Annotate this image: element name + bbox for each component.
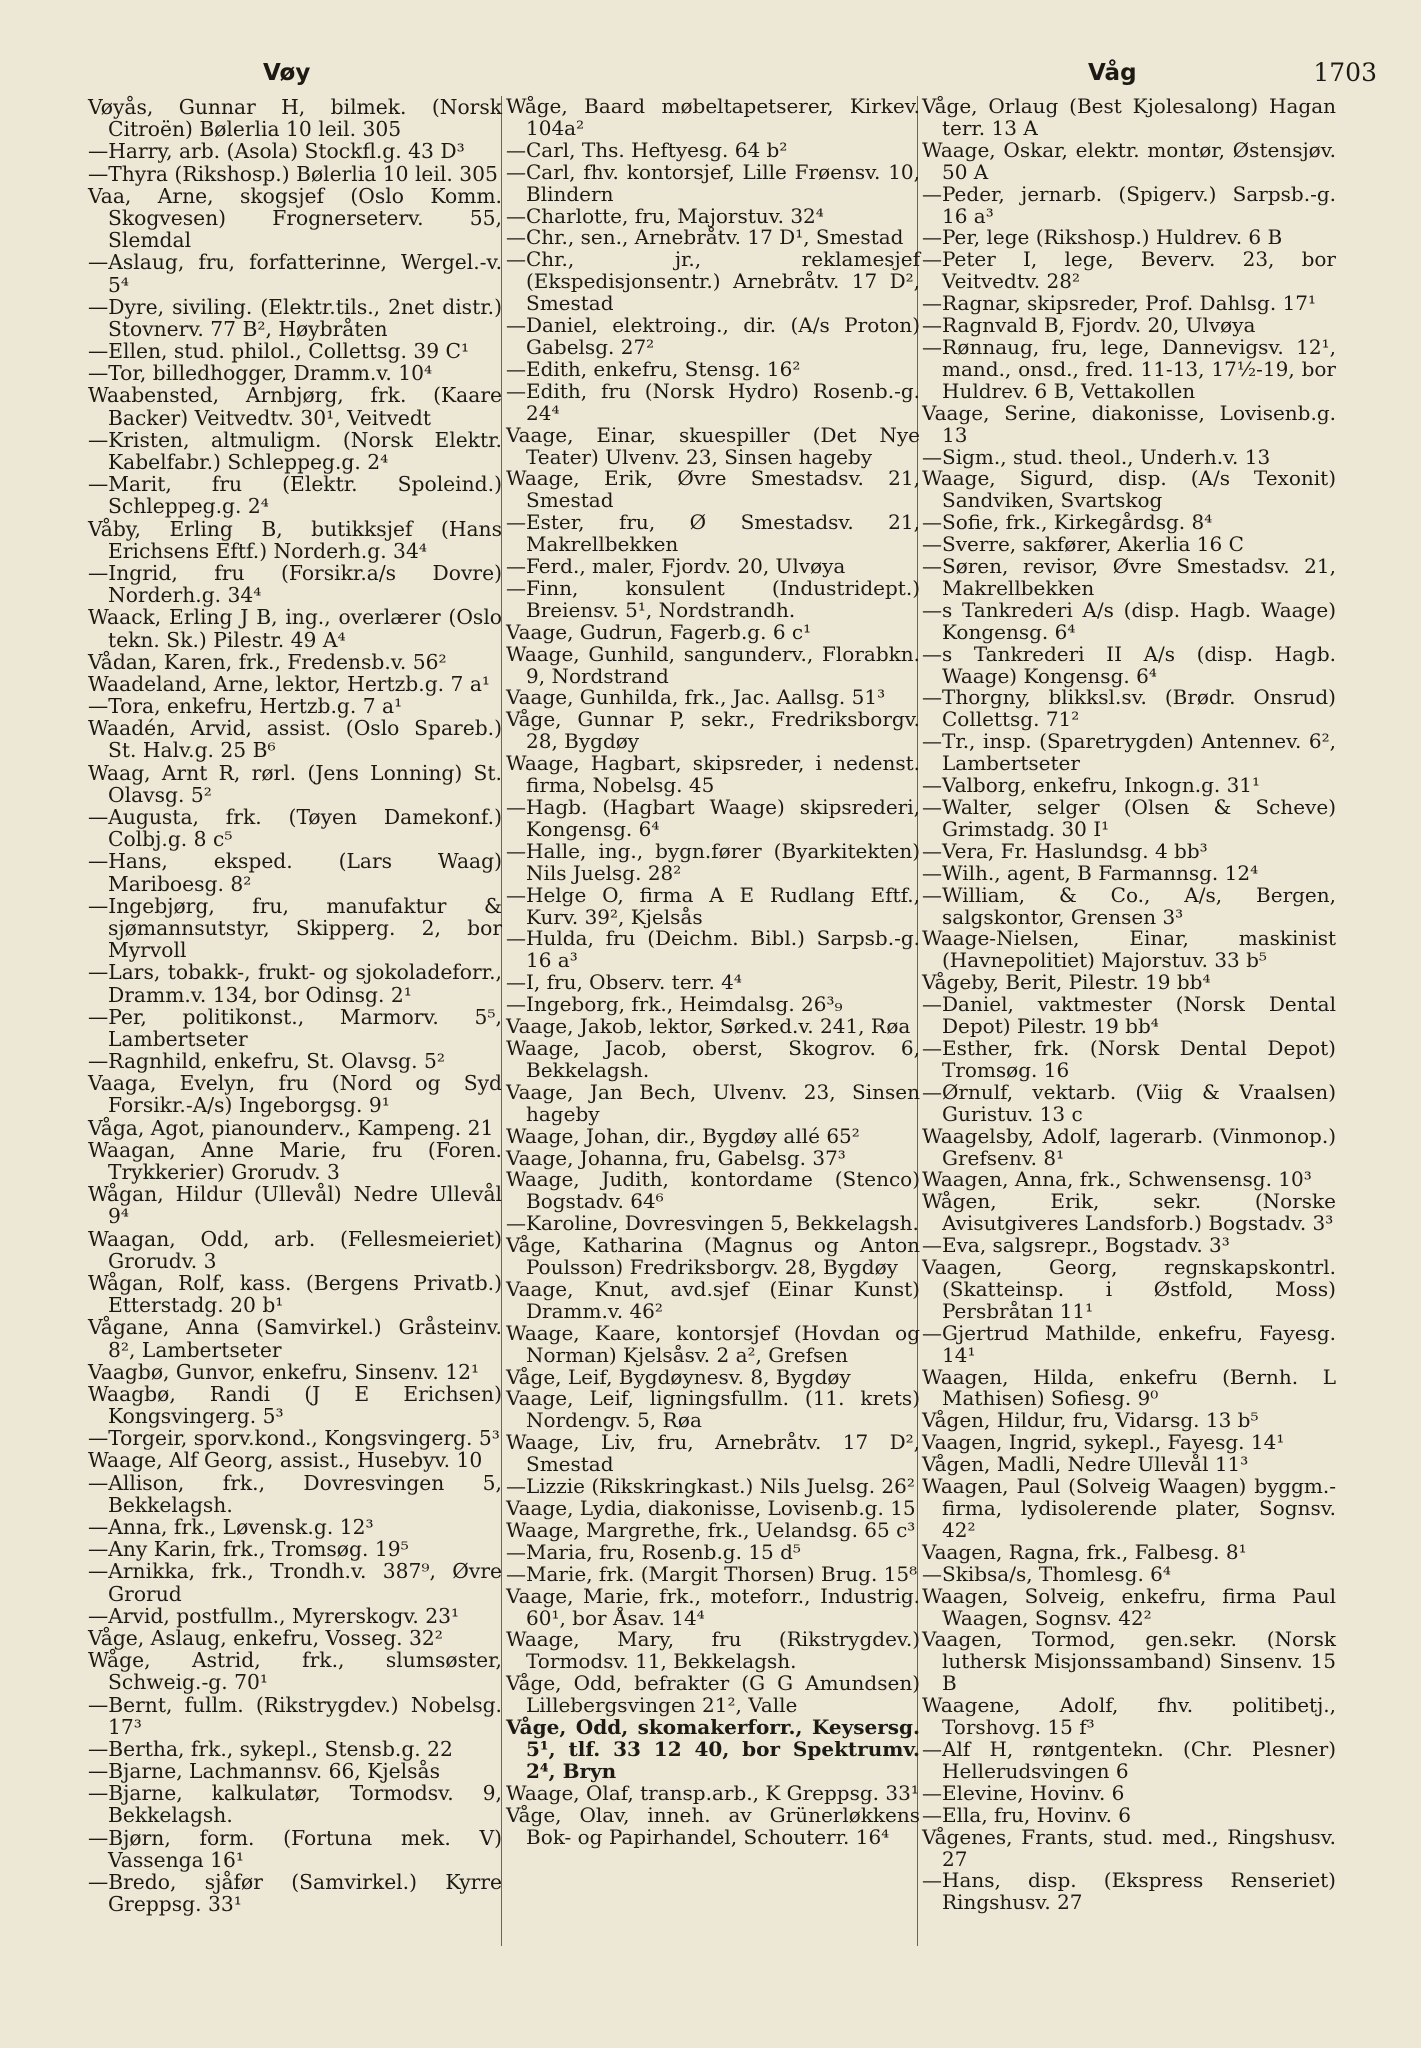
directory-entry: —Torgeir, sporv.kond., Kongsvingerg. 5³: [88, 1426, 500, 1451]
directory-entry: Waagen, Paul (Solveig Waagen) byggm.-firma, lydisolerende plater, Sognsv. 42²: [922, 1474, 1336, 1542]
directory-entry: —Ingebjørg, fru, manufaktur & sjømannsutstyr, Skipperg. 2, bor Myrvoll: [88, 893, 502, 963]
directory-entry: Vågen, Hildur, fru, Vidarsg. 13 b⁵: [922, 1408, 1259, 1433]
header-left-keyword: Vøy: [263, 60, 311, 86]
directory-entry: Waage, Liv, fru, Arnebråtv. 17 D², Smestad: [506, 1430, 920, 1477]
directory-entry: —Halle, ing., bygn.fører (Byarkitekten) Nils Juelsg. 28²: [506, 838, 920, 885]
header-right-keyword: Våg: [1088, 60, 1137, 86]
directory-entry: Vågen, Madli, Nedre Ullevål 11³: [922, 1452, 1249, 1477]
directory-entry: Vaage, Gudrun, Fagerb.g. 6 c¹: [506, 619, 812, 644]
column-3: [922, 96, 1336, 1914]
directory-entry: —Ørnulf, vektarb. (Viig & Vraalsen) Guristuv. 13 c: [922, 1079, 1336, 1126]
directory-entry: —Ella, fru, Hovinv. 6: [922, 1802, 1132, 1827]
directory-entry: Vaa, Arne, skogsjef (Oslo Komm. Skogvesen) Frognerseterv. 55, Slemdal: [88, 183, 502, 253]
directory-entry: —Aslaug, fru, forfatterinne, Wergel.-v. 5⁴: [88, 250, 502, 297]
directory-entry: Vågane, Anna (Samvirkel.) Gråsteinv. 8², Lambertseter: [88, 1315, 502, 1362]
directory-entry: —Walter, selger (Olsen & Scheve) Grimstadg. 30 I¹: [922, 795, 1336, 841]
directory-entry: —Harry, arb. (Asola) Stockfl.g. 43 D³: [88, 139, 465, 164]
directory-entry: —Alf H, røntgentekn. (Chr. Plesner) Hellerudsvingen 6: [922, 1736, 1336, 1783]
directory-entry: —Marie, frk. (Margit Thorsen) Brug. 15⁸: [506, 1561, 918, 1586]
directory-entry: —Dyre, siviling. (Elektr.tils., 2net distr.) Stovnerv. 77 B², Høybråten: [88, 294, 502, 341]
directory-entry: Waagbø, Randi (J E Erichsen) Kongsvingerg. 5³: [88, 1381, 502, 1429]
directory-entry: Vaagbø, Gunvor, enkefru, Sinsenv. 12¹: [88, 1359, 480, 1384]
directory-entry: Vågenes, Frants, stud. med., Ringshusv. 27: [922, 1824, 1336, 1871]
directory-entry: Waage, Sigurd, disp. (A/s Texonit) Sandviken, Svartskog: [922, 466, 1336, 513]
column-2: [506, 96, 920, 1849]
directory-entry: —Helge O, firma A E Rudlang Eftf., Kurv. 39², Kjelsås: [506, 882, 920, 929]
directory-entry: —Ragnar, skipsreder, Prof. Dahlsg. 17¹: [922, 291, 1317, 316]
directory-entry: —Edith, fru (Norsk Hydro) Rosenb.-g. 24⁴: [506, 378, 920, 425]
directory-entry: —Ragnvald B, Fjordv. 20, Ulvøya: [922, 313, 1256, 338]
directory-entry: —Esther, frk. (Norsk Dental Depot) Tromsøg. 16: [922, 1035, 1336, 1082]
directory-entry: —Rønnaug, fru, lege, Dannevigsv. 12¹, mand., onsd., fred. 11-13, 17½-19, bor Huldrev. 6 B, Vettakollen: [922, 334, 1336, 403]
directory-entry: Waage, Hagbart, skipsreder, i nedenst. firma, Nobelsg. 45: [506, 751, 920, 798]
directory-entry: Vaaga, Evelyn, fru (Nord og Syd Forsikr.-A/s) Ingeborgsg. 9¹: [88, 1071, 502, 1118]
directory-entry: Vaage, Jan Bech, Ulvenv. 23, Sinsen hageby: [506, 1079, 920, 1126]
directory-entry: Waack, Erling J B, ing., overlærer (Oslo tekn. Sk.) Pilestr. 49 A⁴: [88, 605, 502, 652]
directory-entry: —Wilh., agent, B Farmannsg. 12⁴: [922, 860, 1259, 885]
directory-entry: —Ferd., maler, Fjordv. 20, Ulvøya: [506, 554, 846, 579]
directory-entry: —Hagb. (Hagbart Waage) skipsrederi, Kongensg. 6⁴: [506, 795, 920, 841]
directory-entry: Waage, Johan, dir., Bygdøy allé 65²: [506, 1123, 860, 1148]
directory-entry: —Chr., jr., reklamesjef (Ekspedisjonsentr.) Arnebråtv. 17 D², Smestad: [506, 247, 920, 316]
directory-entry: —Peter I, lege, Beverv. 23, bor Veitvedtv. 28²: [922, 247, 1336, 294]
directory-entry: Våby, Erling B, butikksjef (Hans Erichsens Eftf.) Norderh.g. 34⁴: [88, 516, 502, 563]
directory-entry: —William, & Co., A/s, Bergen, salgskontor, Grensen 3³: [922, 882, 1336, 929]
directory-entry: Waagelsby, Adolf, lagerarb. (Vinmonop.) Grefsenv. 8¹: [922, 1123, 1336, 1170]
directory-entry: Wåge, Astrid, frk., slumsøster, Schweig.-g. 70¹: [88, 1648, 502, 1695]
directory-entry: —Tora, enkefru, Hertzb.g. 7 a¹: [88, 694, 403, 719]
directory-entry: —Elevine, Hovinv. 6: [922, 1780, 1125, 1805]
directory-entry: —s Tankrederi A/s (disp. Hagb. Waage) Kongensg. 6⁴: [922, 597, 1336, 644]
directory-entry: Waage, Kaare, kontorsjef (Hovdan og Norman) Kjelsåsv. 2 a², Grefsen: [506, 1320, 920, 1367]
directory-entry: —Sofie, frk., Kirkegårdsg. 8⁴: [922, 510, 1213, 535]
directory-entry: —Finn, konsulent (Industridept.) Breiensv. 5¹, Nordstrandh.: [506, 575, 920, 622]
directory-entry: —s Tankrederi II A/s (disp. Hagb. Waage) Kongensg. 6⁴: [922, 641, 1336, 688]
directory-entry: —Edith, enkefru, Stensg. 16²: [506, 356, 801, 381]
directory-entry: Vaagen, Georg, regnskapskontrl. (Skatteinsp. i Østfold, Moss) Persbråtan 11¹: [922, 1255, 1336, 1323]
directory-entry: Våge, Olav, inneh. av Grünerløkkens Bok- og Papirhandel, Schouterr. 16⁴: [506, 1802, 920, 1849]
directory-entry: —Marit, fru (Elektr. Spoleind.) Schleppeg.g. 2⁴: [88, 472, 502, 519]
directory-entry: Vaagen, Tormod, gen.sekr. (Norsk luthersk Misjonssamband) Sinsenv. 15 B: [922, 1627, 1336, 1696]
directory-entry: Waage, Oskar, elektr. montør, Østensjøv. 50 A: [922, 137, 1336, 184]
directory-entry: Vaage, Jakob, lektor, Sørked.v. 241, Røa: [506, 1014, 911, 1039]
directory-entry: Vågeby, Berit, Pilestr. 19 bb⁴: [922, 970, 1211, 995]
directory-entry: —Arnikka, frk., Trondh.v. 387⁹, Øvre Grorud: [88, 1559, 502, 1606]
column-1: [88, 96, 502, 1915]
directory-entry: Waagan, Odd, arb. (Fellesmeieriet) Grorudv. 3: [88, 1226, 502, 1273]
directory-entry: —Any Karin, frk., Tromsøg. 19⁵: [88, 1537, 409, 1562]
directory-entry: Vaagen, Ragna, frk., Falbesg. 8¹: [922, 1539, 1247, 1564]
directory-entry: —Daniel, vaktmester (Norsk Dental Depot) Pilestr. 19 bb⁴: [922, 992, 1336, 1039]
directory-entry: —Maria, fru, Rosenb.g. 15 d⁵: [506, 1539, 801, 1564]
directory-entry: —Karoline, Dovresvingen 5, Bekkelagsh.: [506, 1211, 919, 1236]
directory-entry: —Thyra (Rikshosp.) Bølerlia 10 leil. 305: [88, 161, 498, 186]
directory-entry: Waagan, Anne Marie, fru (Foren. Trykkerier) Grorudv. 3: [88, 1137, 502, 1184]
directory-entry: —Vera, Fr. Haslundsg. 4 bb³: [922, 838, 1208, 863]
directory-entry: Waagen, Hilda, enkefru (Bernh. L Mathisen) Sofiesg. 9⁰: [922, 1364, 1336, 1411]
directory-entry: Vøyås, Gunnar H, bilmek. (Norsk Citroën) Bølerlia 10 leil. 305: [88, 95, 502, 142]
directory-entry: —Arvid, postfullm., Myrerskogv. 23¹: [88, 1603, 460, 1628]
directory-entry: —Augusta, frk. (Tøyen Damekonf.) Colbj.g. 8 c⁵: [88, 805, 502, 852]
directory-entry: —Søren, revisor, Øvre Smestadsv. 21, Makrellbekken: [922, 554, 1336, 600]
directory-entry: Våge, Odd, skomakerforr., Keysersg. 5¹, tlf. 33 12 40, bor Spektrumv. 2⁴, Bryn: [506, 1715, 920, 1783]
directory-entry: Våge, Orlaug (Best Kjolesalong) Hagan terr. 13 A: [922, 94, 1336, 140]
directory-entry: —Bernt, fullm. (Rikstrygdev.) Nobelsg. 17³: [88, 1692, 502, 1739]
page-header: [88, 54, 1377, 94]
page-number: 1703: [1313, 58, 1377, 87]
directory-entry: Waagen, Solveig, enkefru, firma Paul Waagen, Sognsv. 42²: [922, 1583, 1336, 1630]
directory-entry: —Bertha, frk., sykepl., Stensb.g. 22: [88, 1736, 453, 1761]
directory-entry: —Lars, tobakk-, frukt- og sjokoladeforr., Dramm.v. 134, bor Odinsg. 2¹: [88, 960, 502, 1007]
directory-entry: Waadén, Arvid, assist. (Oslo Spareb.) St. Halv.g. 25 B⁶: [88, 716, 502, 763]
directory-entry: Wågan, Rolf, kass. (Bergens Privatb.) Etterstadg. 20 b¹: [88, 1270, 502, 1318]
directory-entry: Våge, Gunnar P, sekr., Fredriksborgv. 28, Bygdøy: [506, 707, 920, 754]
directory-entry: Waagen, Anna, frk., Schwensensg. 10³: [922, 1167, 1312, 1192]
directory-entry: —Kristen, altmuligm. (Norsk Elektr. Kabelfabr.) Schleppeg.g. 2⁴: [88, 427, 502, 474]
directory-entry: Wåge, Baard møbeltapetserer, Kirkev. 104a²: [506, 94, 920, 140]
directory-entry: Vaage, Einar, skuespiller (Det Nye Teater) Ulvenv. 23, Sinsen hageby: [506, 422, 920, 469]
directory-entry: —Bredo, sjåfør (Samvirkel.) Kyrre Greppsg. 33¹: [88, 1870, 502, 1917]
directory-entry: —Thorgny, blikksl.sv. (Brødr. Onsrud) Collettsg. 71²: [922, 685, 1336, 732]
directory-entry: —Ellen, stud. philol., Collettsg. 39 C¹: [88, 339, 470, 364]
directory-entry: Wågan, Hildur (Ullevål) Nedre Ullevål 9⁴: [88, 1182, 502, 1229]
directory-entry: —Anna, frk., Løvensk.g. 12³: [88, 1515, 374, 1539]
directory-entry: Waage, Erik, Øvre Smestadsv. 21, Smestad: [506, 466, 920, 513]
directory-entry: —Chr., sen., Arnebråtv. 17 D¹, Smestad: [506, 225, 904, 250]
directory-entry: —Ester, fru, Ø Smestadsv. 21, Makrellbekken: [506, 510, 920, 557]
directory-entry: Vaage, Marie, frk., moteforr., Industrig. 60¹, bor Åsav. 14⁴: [506, 1583, 920, 1630]
directory-entry: Waage, Margrethe, frk., Uelandsg. 65 c³: [506, 1517, 916, 1542]
directory-entry: Waage, Alf Georg, assist., Husebyv. 10: [88, 1448, 483, 1473]
directory-entry: —Eva, salgsrepr., Bogstadv. 3³: [922, 1233, 1230, 1258]
directory-entry: Vaage, Serine, diakonisse, Lovisenb.g. 13: [922, 400, 1336, 447]
directory-entry: —Hans, disp. (Ekspress Renseriet) Ringshusv. 27: [922, 1868, 1336, 1915]
directory-entry: —Gjertrud Mathilde, enkefru, Fayesg. 14¹: [922, 1320, 1336, 1367]
directory-entry: —Charlotte, fru, Majorstuv. 32⁴: [506, 203, 824, 228]
directory-entry: —I, fru, Observ. terr. 4⁴: [506, 970, 742, 995]
directory-entry: Vaage, Gunhilda, frk., Jac. Aallsg. 51³: [506, 685, 886, 710]
directory-entry: Våge, Katharina (Magnus og Anton Poulsson) Fredriksborgv. 28, Bygdøy: [506, 1233, 920, 1280]
directory-entry: —Sigm., stud. theol., Underh.v. 13: [922, 444, 1271, 469]
directory-entry: Vaage, Johanna, fru, Gabelsg. 37³: [506, 1145, 846, 1170]
directory-entry: Waag, Arnt R, rørl. (Jens Lonning) St. Olavsg. 5²: [88, 760, 502, 807]
directory-entry: —Bjarne, kalkulatør, Tormodsv. 9, Bekkelagsh.: [88, 1781, 502, 1828]
directory-entry: —Ragnhild, enkefru, St. Olavsg. 5²: [88, 1049, 445, 1074]
directory-entry: Vaage, Lydia, diakonisse, Lovisenb.g. 15: [506, 1496, 916, 1520]
directory-entry: Våga, Agot, pianounderv., Kampeng. 21: [88, 1115, 494, 1140]
directory-entry: —Skibsa/s, Thomlesg. 6⁴: [922, 1561, 1171, 1586]
directory-entry: —Peder, jernarb. (Spigerv.) Sarpsb.-g. 16 a³: [922, 181, 1336, 228]
directory-entry: —Allison, frk., Dovresvingen 5, Bekkelagsh.: [88, 1470, 502, 1517]
directory-entry: —Hulda, fru (Deichm. Bibl.) Sarpsb.-g. 16 a³: [506, 926, 920, 973]
directory-entry: —Daniel, elektroing., dir. (A/s Proton) Gabelsg. 27²: [506, 313, 920, 359]
directory-entry: Waagene, Adolf, fhv. politibetj., Torshovg. 15 f³: [922, 1693, 1336, 1740]
directory-entry: —Carl, fhv. kontorsjef, Lille Frøensv. 10, Blindern: [506, 159, 920, 206]
directory-entry: —Valborg, enkefru, Inkogn.g. 31¹: [922, 773, 1261, 798]
directory-entry: Waage, Mary, fru (Rikstrygdev.) Tormodsv. 11, Bekkelagsh.: [506, 1627, 920, 1674]
directory-entry: —Per, politikonst., Marmorv. 5⁵, Lambertseter: [88, 1004, 502, 1051]
directory-entry: Vaagen, Ingrid, sykepl., Fayesg. 14¹: [922, 1430, 1285, 1455]
directory-entry: Waage, Judith, kontordame (Stenco) Bogstadv. 64⁶: [506, 1167, 920, 1214]
directory-entry: Vådan, Karen, frk., Fredensb.v. 56²: [88, 649, 447, 674]
directory-entry: —Hans, eksped. (Lars Waag) Mariboesg. 8²: [88, 849, 502, 896]
directory-entry: Våge, Aslaug, enkefru, Vosseg. 32²: [88, 1625, 443, 1650]
directory-entry: —Lizzie (Rikskringkast.) Nils Juelsg. 26²: [506, 1474, 915, 1499]
directory-entry: —Ingeborg, frk., Heimdalsg. 26³₉: [506, 992, 843, 1017]
directory-entry: Waage, Jacob, oberst, Skogrov. 6, Bekkelagsh.: [506, 1035, 920, 1082]
directory-entry: Vaage, Leif, ligningsfullm. (11. krets) Nordengv. 5, Røa: [506, 1386, 920, 1433]
directory-entry: —Per, lege (Rikshosp.) Huldrev. 6 B: [922, 225, 1283, 250]
directory-entry: Vaage, Knut, avd.sjef (Einar Kunst) Dramm.v. 46²: [506, 1276, 920, 1323]
directory-entry: —Tor, billedhogger, Dramm.v. 10⁴: [88, 361, 433, 386]
directory-entry: Waage-Nielsen, Einar, maskinist (Havnepolitiet) Majorstuv. 33 b⁵: [922, 926, 1336, 973]
directory-entry: —Carl, Ths. Heftyesg. 64 b²: [506, 137, 788, 162]
directory-entry: Våge, Leif, Bygdøynesv. 8, Bygdøy: [506, 1364, 851, 1389]
directory-entry: Waage, Gunhild, sangunderv., Florabkn. 9, Nordstrand: [506, 641, 920, 688]
directory-entry: Wågen, Erik, sekr. (Norske Avisutgiveres Landsforb.) Bogstadv. 3³: [922, 1189, 1336, 1236]
directory-entry: Waabensted, Arnbjørg, frk. (Kaare Backer) Veitvedtv. 30¹, Veitvedt: [88, 383, 502, 430]
directory-entry: —Bjørn, form. (Fortuna mek. V) Vassenga 16¹: [88, 1825, 502, 1872]
directory-entry: Våge, Odd, befrakter (G G Amundsen) Lillebergsvingen 21², Valle: [506, 1671, 920, 1718]
directory-entry: —Tr., insp. (Sparetrygden) Antennev. 6², Lambertseter: [922, 729, 1336, 776]
directory-entry: —Bjarne, Lachmannsv. 66, Kjelsås: [88, 1759, 440, 1784]
directory-entry: Waage, Olaf, transp.arb., K Greppsg. 33¹: [506, 1780, 919, 1805]
directory-entry: Waadeland, Arne, lektor, Hertzb.g. 7 a¹: [88, 671, 491, 696]
directory-entry: —Ingrid, fru (Forsikr.a/s Dovre) Norderh.g. 34⁴: [88, 560, 502, 608]
directory-entry: —Sverre, sakfører, Akerlia 16 C: [922, 532, 1244, 557]
